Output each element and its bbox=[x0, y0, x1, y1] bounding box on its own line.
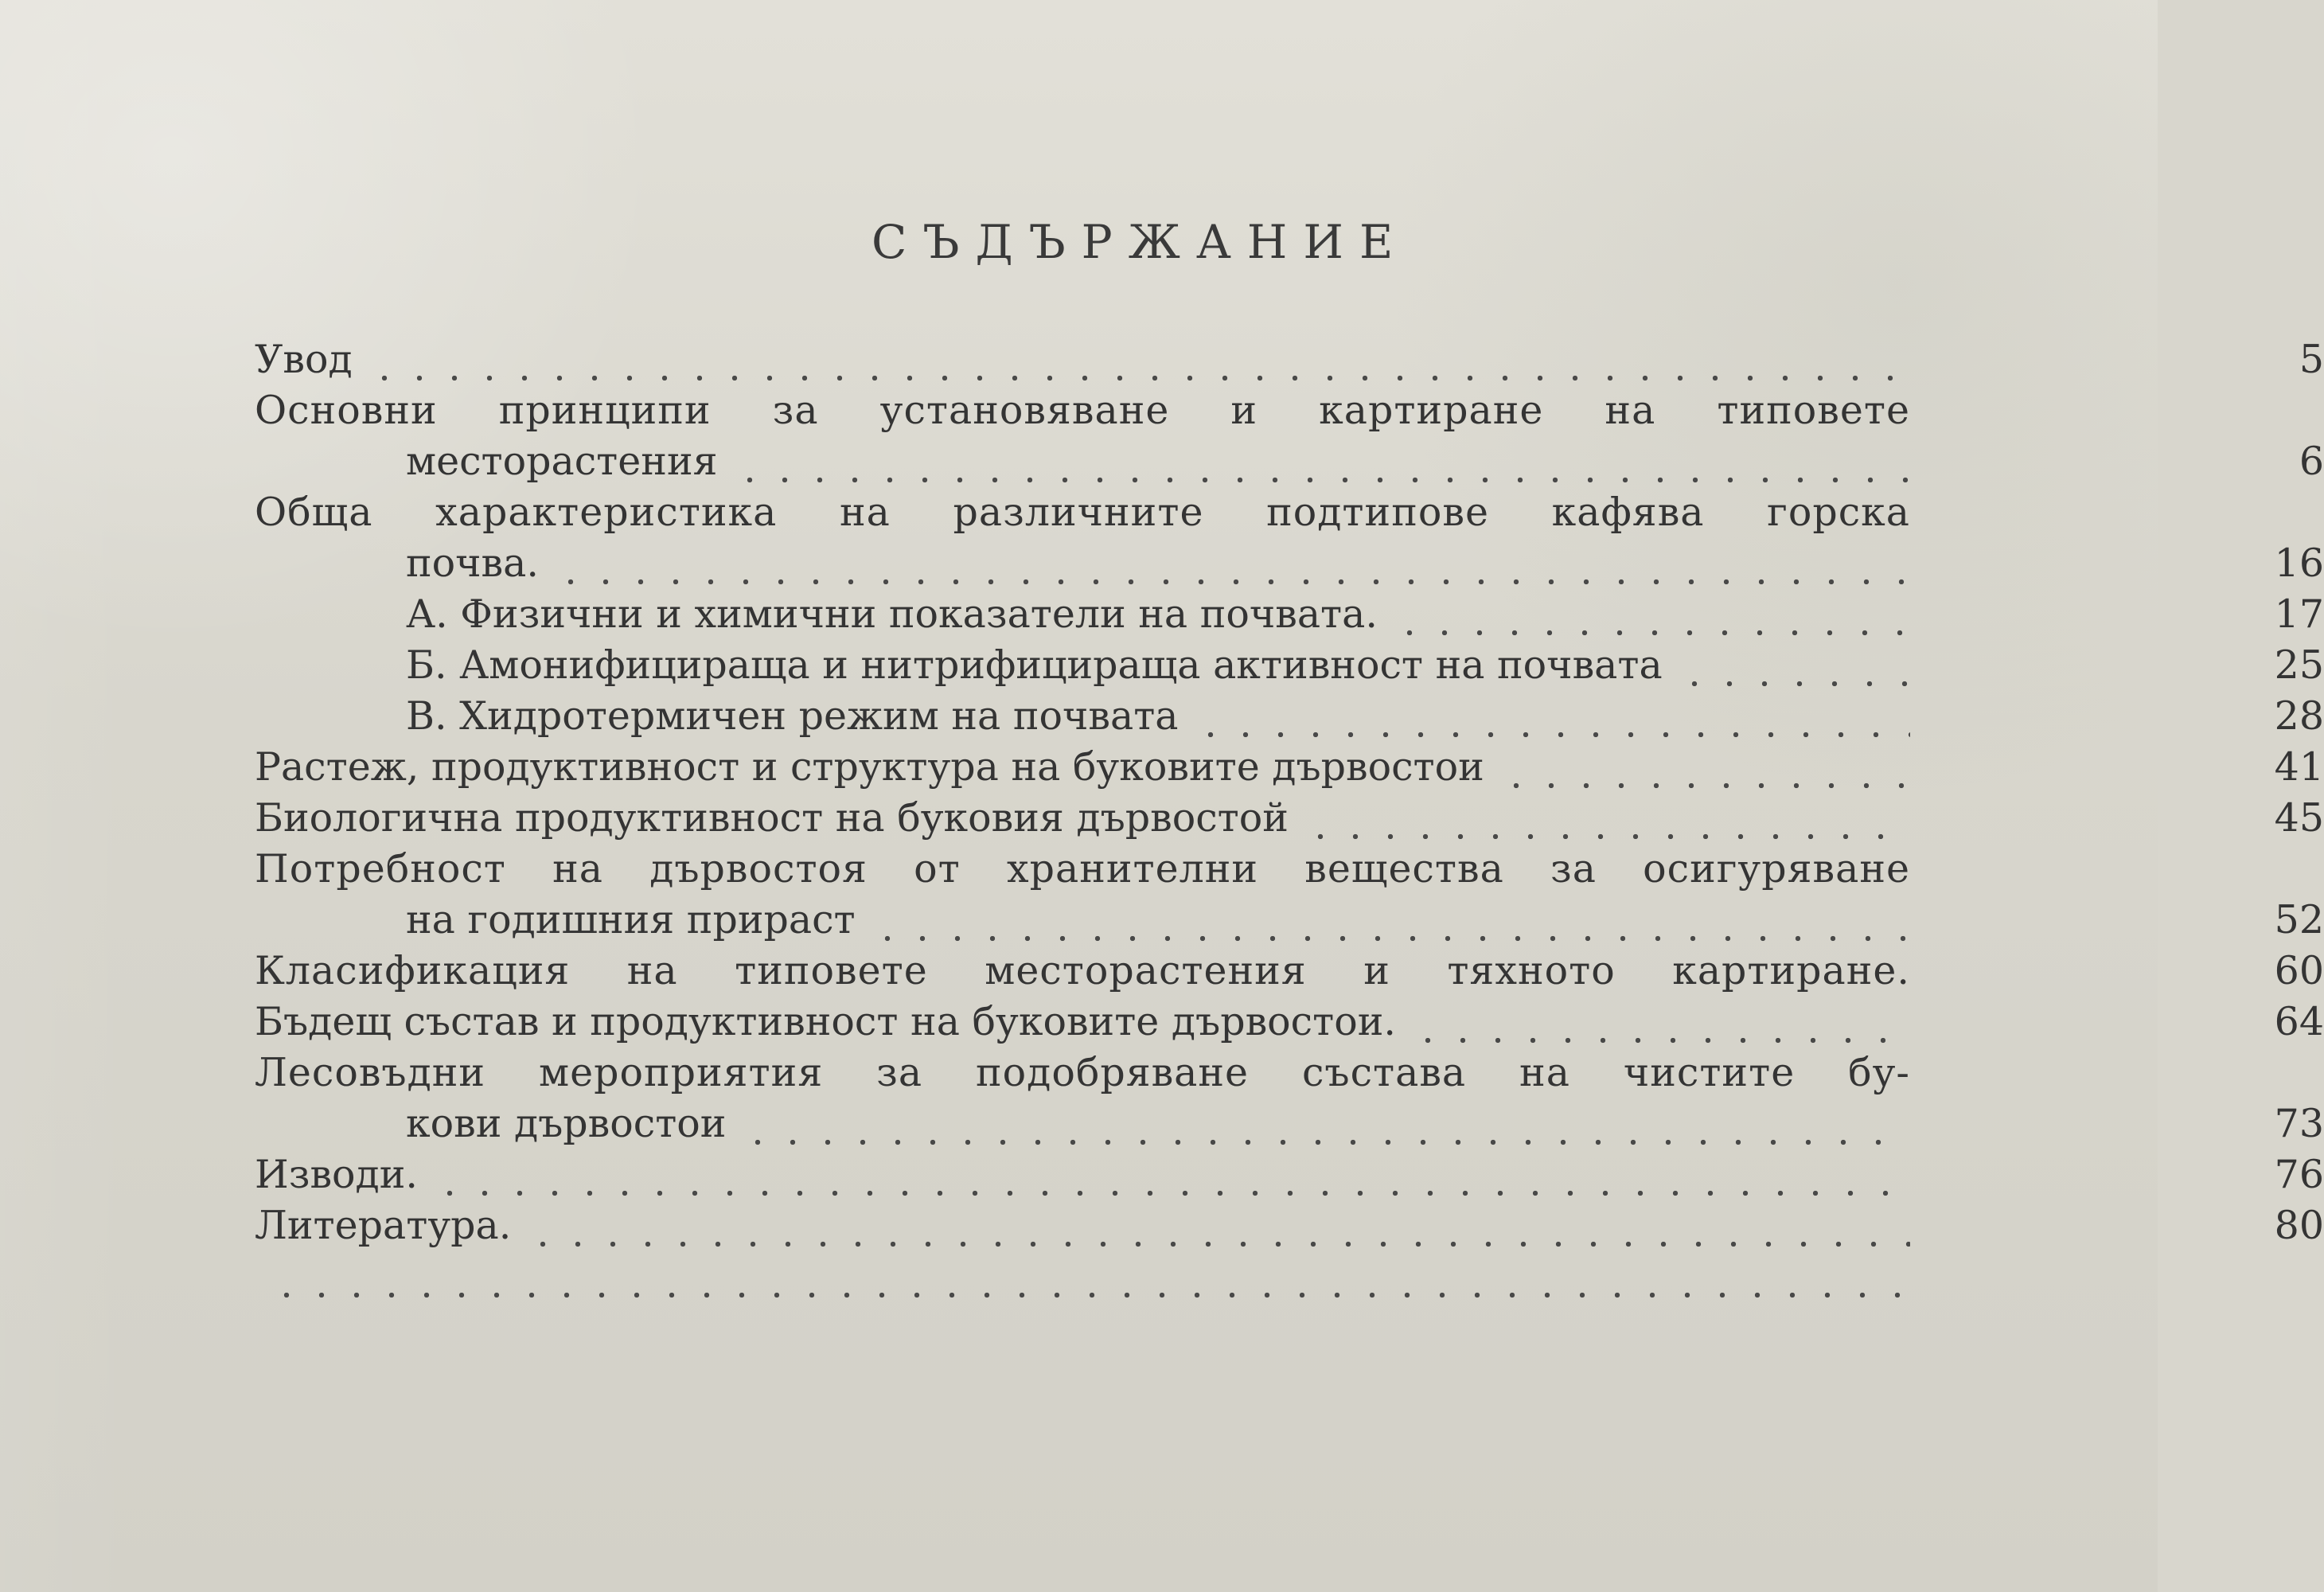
toc-line-text: А. Физични и химични показатели на почвата. bbox=[406, 591, 1378, 637]
toc-line-text: Увод bbox=[255, 337, 353, 382]
toc-line bbox=[406, 1098, 1910, 1149]
toc-line bbox=[255, 385, 1910, 436]
toc-line bbox=[255, 487, 1910, 538]
toc-line bbox=[255, 334, 1910, 385]
toc-line bbox=[255, 742, 1910, 793]
page-number: 76 bbox=[2274, 1152, 2324, 1197]
dot-leader bbox=[740, 1119, 1910, 1149]
toc-line-text: Обща характеристика на различните подтипове кафява горска bbox=[255, 490, 1910, 535]
toc-line-text: на годишния прираст bbox=[406, 897, 856, 942]
toc-line-text: Основни принципи за установяване и картиране на типовете bbox=[255, 388, 1910, 433]
toc-line bbox=[406, 895, 1910, 946]
dot-leader bbox=[525, 1221, 1910, 1251]
page-number: 45 bbox=[2274, 795, 2324, 841]
toc-line-text: В. Хидротермичен режим на почвата bbox=[406, 693, 1179, 739]
toc-line-text: Б. Амонифицираща и нитрифицираща активност на почвата bbox=[406, 642, 1663, 688]
dot-leader bbox=[732, 457, 1910, 487]
toc-line bbox=[406, 691, 1910, 742]
page-number: 73 bbox=[2274, 1101, 2324, 1146]
page-number: 16 bbox=[2274, 540, 2324, 586]
toc-line bbox=[255, 844, 1910, 895]
dot-leader bbox=[1410, 1017, 1910, 1048]
toc-line-text: Изводи. bbox=[255, 1152, 418, 1197]
dot-leader bbox=[1499, 763, 1910, 793]
toc-line-text: Биологична продуктивност на буковия дървостой bbox=[255, 795, 1289, 841]
toc-line-text: почва. bbox=[406, 540, 539, 586]
page-title: СЪДЪРЖАНИЕ bbox=[872, 215, 1410, 269]
dot-leader bbox=[367, 355, 1910, 385]
dot-leader bbox=[432, 1170, 1910, 1200]
toc-line bbox=[255, 793, 1910, 844]
toc-line bbox=[406, 589, 1910, 640]
page-number: 60 bbox=[2274, 948, 2324, 993]
dot-leader bbox=[269, 1272, 1910, 1302]
toc-line bbox=[255, 1251, 1910, 1302]
dot-leader bbox=[870, 915, 1910, 946]
page-number: 80 bbox=[2274, 1203, 2324, 1248]
page-number: 52 bbox=[2274, 897, 2324, 942]
page-number: 6 bbox=[2299, 439, 2324, 484]
toc-line-text: Класификация на типовете месторастения и тяхното картиране. bbox=[255, 948, 1910, 993]
toc-line-text: месторастения bbox=[406, 439, 718, 484]
toc-line-text: Литература. bbox=[255, 1203, 512, 1248]
page-number: 28 bbox=[2274, 693, 2324, 739]
page-number: 25 bbox=[2274, 642, 2324, 688]
toc-line bbox=[406, 436, 1910, 487]
page-number: 41 bbox=[2274, 744, 2324, 790]
toc-line bbox=[406, 640, 1910, 691]
toc-line bbox=[255, 1048, 1910, 1098]
page-edge-shadow bbox=[0, 0, 135, 1592]
toc-line-text: Растеж, продуктивност и структура на буковите дървостои bbox=[255, 744, 1484, 790]
toc-line bbox=[255, 997, 1910, 1048]
page-number: 17 bbox=[2274, 591, 2324, 637]
dot-leader bbox=[1677, 661, 1910, 691]
toc-line-text: кови дървостои bbox=[406, 1101, 727, 1146]
table-of-contents bbox=[255, 334, 2324, 1290]
toc-line bbox=[255, 1200, 1910, 1251]
toc-line bbox=[255, 946, 1910, 997]
dot-leader bbox=[1303, 814, 1910, 844]
dot-leader bbox=[553, 559, 1910, 589]
dot-leader bbox=[1193, 712, 1910, 742]
toc-line-text: Лесовъдни мероприятия за подобряване състава на чистите бу- bbox=[255, 1050, 1910, 1095]
page-number: 64 bbox=[2274, 999, 2324, 1044]
toc-line bbox=[406, 538, 1910, 589]
toc-line-text: Бъдещ състав и продуктивност на буковите дървостои. bbox=[255, 999, 1396, 1044]
toc-line-text: Потребност на дървостоя от хранителни вещества за осигуряване bbox=[255, 846, 1910, 892]
toc-line bbox=[255, 1149, 1910, 1200]
page-number: 5 bbox=[2299, 337, 2324, 382]
dot-leader bbox=[1392, 610, 1910, 640]
